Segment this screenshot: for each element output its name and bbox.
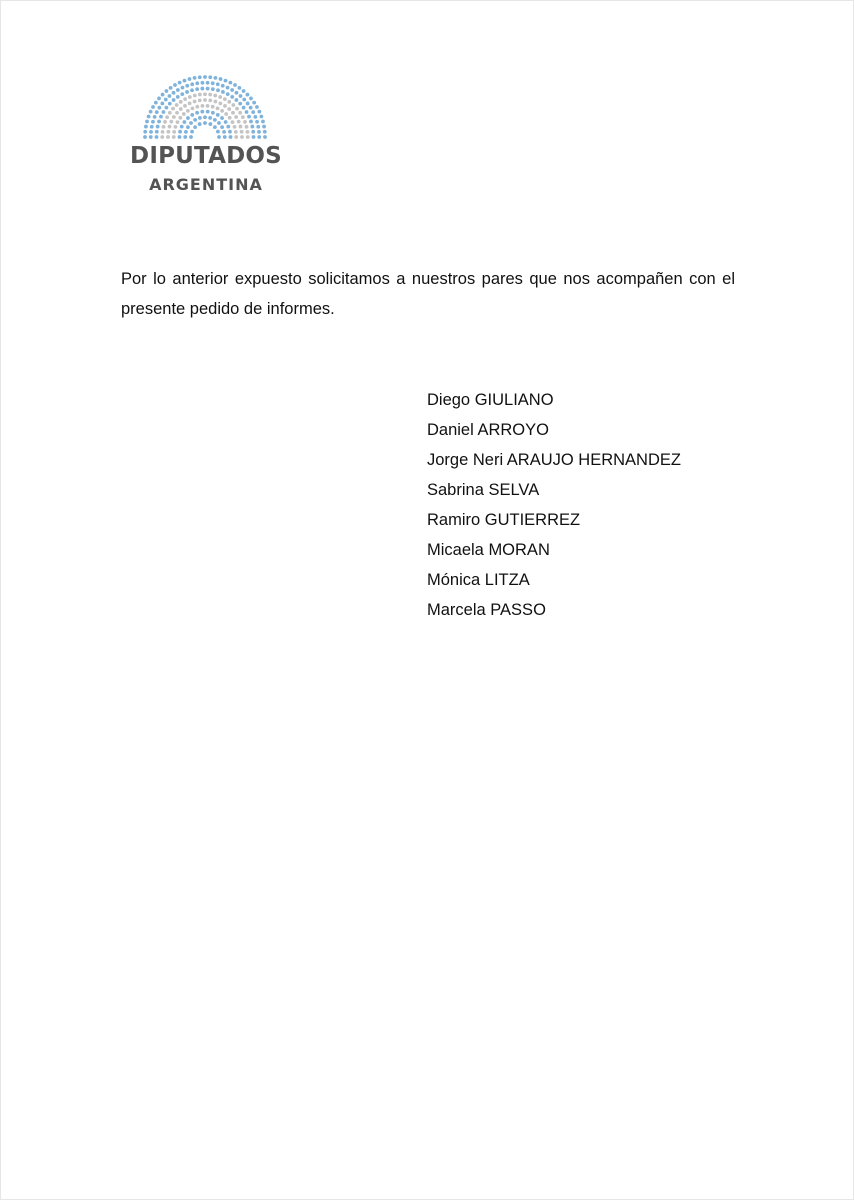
logo-dot bbox=[251, 130, 255, 134]
logo-dot bbox=[233, 83, 237, 87]
logo-dot bbox=[213, 118, 217, 122]
logo-dot bbox=[218, 95, 222, 99]
logo-dot bbox=[157, 120, 161, 124]
logo-dot bbox=[193, 125, 197, 129]
logo-dot bbox=[257, 130, 261, 134]
logo-dot bbox=[251, 110, 255, 114]
logo-dot bbox=[235, 98, 239, 102]
logo-dot bbox=[145, 120, 149, 124]
logo-dot bbox=[224, 112, 228, 116]
logo-dot bbox=[201, 104, 205, 108]
logo-dot bbox=[256, 125, 260, 129]
logo-dot bbox=[198, 75, 202, 79]
logo-dot bbox=[253, 115, 257, 119]
signatory-list bbox=[427, 385, 681, 625]
logo-dot bbox=[195, 111, 199, 115]
logo-dot bbox=[149, 110, 153, 114]
logo-dot bbox=[234, 130, 238, 134]
signatory-name: Marcela PASSO bbox=[427, 601, 546, 619]
logo-dot bbox=[160, 102, 164, 106]
logo-dot bbox=[226, 125, 230, 129]
logo-dot bbox=[183, 97, 187, 101]
logo-dot bbox=[178, 116, 182, 120]
logo-dot bbox=[242, 89, 246, 93]
logo-dot bbox=[211, 111, 215, 115]
logo-dot bbox=[249, 97, 253, 101]
logo-dot bbox=[211, 81, 215, 85]
logo-dot bbox=[154, 101, 158, 105]
logo-dot bbox=[216, 88, 220, 92]
logo-dot bbox=[165, 115, 169, 119]
logo-dot bbox=[263, 135, 267, 139]
logo-dot bbox=[257, 110, 261, 114]
logo-dot bbox=[169, 120, 173, 124]
logo-dot bbox=[206, 87, 210, 91]
logo-dot bbox=[246, 130, 250, 134]
logo-dot bbox=[164, 98, 168, 102]
logo-dot bbox=[228, 116, 232, 120]
logo-dot bbox=[168, 102, 172, 106]
logo-dot bbox=[155, 130, 159, 134]
logo-dot bbox=[149, 135, 153, 139]
logo-dot bbox=[180, 125, 184, 129]
logo-dot bbox=[156, 125, 160, 129]
logo-dot bbox=[182, 120, 186, 124]
logo-dot bbox=[242, 98, 246, 102]
logo-dot bbox=[160, 135, 164, 139]
logo-dot bbox=[161, 130, 165, 134]
logo-dot bbox=[181, 86, 185, 90]
logo-dot bbox=[186, 116, 190, 120]
logo-dot bbox=[203, 121, 207, 125]
logo-dot bbox=[228, 130, 232, 134]
logo-dot bbox=[252, 101, 256, 105]
logo-dot bbox=[155, 110, 159, 114]
logo-subtitle: ARGENTINA bbox=[149, 175, 263, 194]
logo-dot bbox=[255, 120, 259, 124]
logo-dot bbox=[208, 116, 212, 120]
logo-dot bbox=[166, 130, 170, 134]
logo-dot bbox=[235, 107, 239, 111]
logo-dot bbox=[216, 82, 220, 86]
logo-dot bbox=[238, 111, 242, 115]
logo-dot bbox=[171, 107, 175, 111]
logo-dot bbox=[164, 106, 168, 110]
logo-dot bbox=[193, 76, 197, 80]
logo-dot bbox=[182, 112, 186, 116]
logo-dot bbox=[174, 125, 178, 129]
logo-dot bbox=[168, 125, 172, 129]
logo-dot bbox=[230, 88, 234, 92]
logo-dot bbox=[184, 130, 188, 134]
signatory-name: Micaela MORAN bbox=[427, 541, 550, 559]
logo-dot bbox=[219, 77, 223, 81]
logo-dot bbox=[240, 130, 244, 134]
logo-dot bbox=[211, 87, 215, 91]
logo-dot bbox=[162, 110, 166, 114]
logo-dot bbox=[178, 81, 182, 85]
logo-dot bbox=[198, 98, 202, 102]
logo-dot bbox=[240, 135, 244, 139]
logo-dot bbox=[172, 91, 176, 95]
logo-dot bbox=[168, 111, 172, 115]
logo-dot bbox=[237, 120, 241, 124]
logo-dot bbox=[183, 135, 187, 139]
logo-dot bbox=[221, 84, 225, 88]
logo-dot bbox=[235, 91, 239, 95]
logo-dot bbox=[191, 106, 195, 110]
logo-dot bbox=[169, 86, 173, 90]
logo-dot bbox=[231, 111, 235, 115]
logo-dot bbox=[172, 98, 176, 102]
logo-dot bbox=[153, 115, 157, 119]
logo-dot bbox=[211, 105, 215, 109]
logo-dot bbox=[193, 100, 197, 104]
logo-dot bbox=[208, 75, 212, 79]
logo-dot bbox=[161, 93, 165, 97]
logo-dot bbox=[190, 130, 194, 134]
logo-dot bbox=[227, 107, 231, 111]
logo-dot bbox=[190, 82, 194, 86]
logo-dot bbox=[178, 135, 182, 139]
logo-dot bbox=[224, 79, 228, 83]
logo-dot bbox=[245, 125, 249, 129]
logo-dot bbox=[159, 115, 163, 119]
logo-dot bbox=[198, 116, 202, 120]
logo-dot bbox=[259, 115, 263, 119]
logo-dot bbox=[234, 135, 238, 139]
logo-dot bbox=[180, 92, 184, 96]
logo-dot bbox=[151, 120, 155, 124]
logo-dot bbox=[242, 106, 246, 110]
logo-dot bbox=[186, 125, 190, 129]
logo-dot bbox=[213, 125, 217, 129]
logo-dot bbox=[173, 83, 177, 87]
logo-dot bbox=[188, 95, 192, 99]
logo-dot bbox=[239, 125, 243, 129]
logo-dot bbox=[233, 125, 237, 129]
logo-title: DIPUTADOS bbox=[130, 143, 282, 169]
logo-dot bbox=[176, 88, 180, 92]
logo-dot bbox=[247, 115, 251, 119]
logo-dot bbox=[157, 106, 161, 110]
logo-dot bbox=[172, 115, 176, 119]
logo-dot bbox=[176, 120, 180, 124]
logo-dot bbox=[195, 81, 199, 85]
body-paragraph: Por lo anterior expuesto solicitamos a nuestros pares que nos acompañen con el presente pedido de informes. bbox=[121, 270, 735, 318]
logo-dot bbox=[183, 104, 187, 108]
logo-dot bbox=[216, 130, 220, 134]
logo-dot bbox=[206, 81, 210, 85]
logo-dot bbox=[231, 103, 235, 107]
logo-dot bbox=[203, 92, 207, 96]
logo-dot bbox=[216, 113, 220, 117]
logo-dot bbox=[223, 135, 227, 139]
logo-dot bbox=[239, 94, 243, 98]
logo-dot bbox=[176, 95, 180, 99]
logo-dot bbox=[190, 88, 194, 92]
logo-dot bbox=[208, 98, 212, 102]
logo-dot bbox=[249, 106, 253, 110]
logo-dot bbox=[185, 84, 189, 88]
signatory-name: Diego GIULIANO bbox=[427, 391, 554, 409]
logo-dot bbox=[220, 109, 224, 113]
hemicycle-logo-icon bbox=[143, 75, 267, 139]
logo-dot bbox=[155, 135, 159, 139]
logo-dot bbox=[252, 135, 256, 139]
logo-dot bbox=[214, 100, 218, 104]
logo-dot bbox=[186, 109, 190, 113]
logo-dot bbox=[198, 122, 202, 126]
logo-dot bbox=[179, 107, 183, 111]
logo-dot bbox=[223, 97, 227, 101]
logo-dot bbox=[246, 102, 250, 106]
logo-dot bbox=[203, 75, 207, 79]
logo-dot bbox=[188, 77, 192, 81]
logo-dot bbox=[188, 101, 192, 105]
logo-dot bbox=[200, 87, 204, 91]
logo-dot bbox=[162, 125, 166, 129]
logo-dot bbox=[227, 100, 231, 104]
logo-dot bbox=[143, 130, 147, 134]
logo-dot bbox=[220, 116, 224, 120]
logo-dot bbox=[201, 81, 205, 85]
signatory-name: Jorge Neri ARAUJO HERNANDEZ bbox=[427, 451, 681, 469]
logo-dot bbox=[208, 93, 212, 97]
logo-dot bbox=[226, 92, 230, 96]
logo-dot bbox=[226, 86, 230, 90]
logo-dot bbox=[178, 130, 182, 134]
logo-dot bbox=[214, 76, 218, 80]
logo-dot bbox=[220, 125, 224, 129]
logo-dot bbox=[223, 104, 227, 108]
signatory-name: Mónica LITZA bbox=[427, 571, 530, 589]
logo-dot bbox=[238, 102, 242, 106]
logo-dot bbox=[228, 81, 232, 85]
logo-dot bbox=[216, 106, 220, 110]
logo-dot bbox=[218, 101, 222, 105]
logo-dot bbox=[149, 130, 153, 134]
signatory-name: Ramiro GUTIERREZ bbox=[427, 511, 581, 529]
logo-dot bbox=[263, 130, 267, 134]
logo-dot bbox=[206, 104, 210, 108]
logo-dot bbox=[208, 122, 212, 126]
logo-dot bbox=[243, 120, 247, 124]
logo-dot bbox=[193, 118, 197, 122]
logo-dot bbox=[175, 103, 179, 107]
logo-dot bbox=[172, 135, 176, 139]
logo-dot bbox=[222, 130, 226, 134]
logo-dot bbox=[143, 135, 147, 139]
logo-dot bbox=[206, 110, 210, 114]
logo-dot bbox=[198, 93, 202, 97]
logo-dot bbox=[217, 135, 221, 139]
logo-dot bbox=[163, 120, 167, 124]
logo-dot bbox=[231, 120, 235, 124]
logo-dot bbox=[165, 89, 169, 93]
logo-dot bbox=[150, 125, 154, 129]
logo-dot bbox=[229, 135, 233, 139]
logo-dot bbox=[147, 115, 151, 119]
logo-dot bbox=[246, 135, 250, 139]
logo-dot bbox=[189, 135, 193, 139]
logo-dot bbox=[246, 93, 250, 97]
logo-dot bbox=[250, 125, 254, 129]
logo-dot bbox=[151, 105, 155, 109]
logo-dot bbox=[221, 90, 225, 94]
logo-dot bbox=[245, 110, 249, 114]
logo-dot bbox=[203, 115, 207, 119]
logo-dot bbox=[190, 113, 194, 117]
logo-dot bbox=[249, 120, 253, 124]
logo-dot bbox=[200, 110, 204, 114]
logo-dot bbox=[175, 111, 179, 115]
logo-dot bbox=[255, 105, 259, 109]
signatory-name: Sabrina SELVA bbox=[427, 481, 540, 499]
logo-dot bbox=[203, 98, 207, 102]
logo-dot bbox=[195, 105, 199, 109]
logo-dot bbox=[189, 121, 193, 125]
logo-dot bbox=[238, 86, 242, 90]
logo-dot bbox=[261, 120, 265, 124]
logo-dot bbox=[217, 121, 221, 125]
logo-dot bbox=[230, 95, 234, 99]
signatory-name: Daniel ARROYO bbox=[427, 421, 549, 439]
logo-dot bbox=[262, 125, 266, 129]
logo-dot bbox=[234, 115, 238, 119]
logo-dot bbox=[179, 100, 183, 104]
logo-dot bbox=[213, 94, 217, 98]
logo-dot bbox=[144, 125, 148, 129]
logo-dot bbox=[241, 115, 245, 119]
logo-dot bbox=[166, 135, 170, 139]
logo-dot bbox=[183, 79, 187, 83]
logo-dot bbox=[157, 97, 161, 101]
logo-dot bbox=[195, 87, 199, 91]
logo-dot bbox=[168, 94, 172, 98]
logo-dot bbox=[172, 130, 176, 134]
logo-dot bbox=[185, 90, 189, 94]
logo-dot bbox=[257, 135, 261, 139]
logo-dot bbox=[224, 120, 228, 124]
logo-dot bbox=[193, 94, 197, 98]
